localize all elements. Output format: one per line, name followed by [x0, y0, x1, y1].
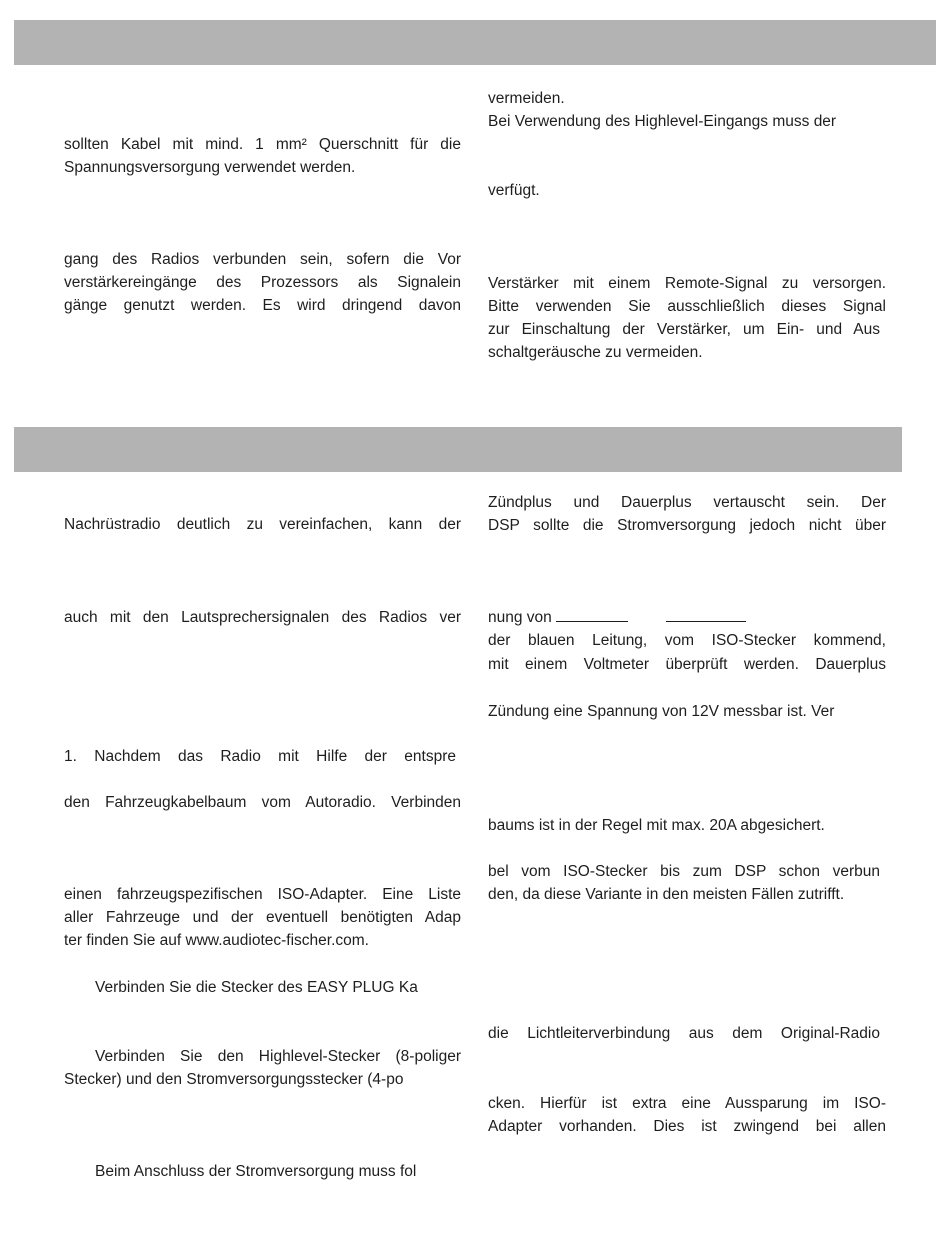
body-text-line: mit einem Voltmeter überprüft werden. Dauerplus [488, 656, 886, 673]
list-item-text: Verbinden Sie den Highlevel-Stecker (8-poliger [95, 1048, 461, 1065]
body-text-line: baums ist in der Regel mit max. 20A abgesichert. [488, 817, 825, 834]
body-text-line [488, 609, 886, 627]
body-text-line: Zündplus und Dauerplus vertauscht sein. Der [488, 494, 886, 511]
body-text-fragment: nung von [488, 609, 552, 626]
body-text-line: Nachrüstradio deutlich zu vereinfachen, kann der [64, 516, 461, 533]
body-text-line: gänge genutzt werden. Es wird dringend davon [64, 297, 461, 314]
body-text-line: sollten Kabel mit mind. 1 mm² Querschnitt für die [64, 136, 461, 153]
body-text-line: Bei Verwendung des Highlevel-Eingangs muss der [488, 113, 837, 130]
body-text-line: den, da diese Variante in den meisten Fällen zutrifft. [488, 886, 845, 903]
body-text-line: den Fahrzeugkabelbaum vom Autoradio. Verbinden [64, 794, 461, 811]
section-header-bar [14, 427, 902, 472]
body-text-line: verfügt. [488, 182, 540, 199]
body-text-line: ter finden Sie auf www.audiotec-fischer.com. [64, 932, 369, 949]
fill-in-blank [666, 621, 746, 622]
body-text-line: der blauen Leitung, vom ISO-Stecker kommend, [488, 632, 886, 649]
body-text-line: verstärkereingänge des Prozessors als Signalein [64, 274, 461, 291]
body-text-line: Zündung eine Spannung von 12V messbar ist. Ver [488, 703, 835, 720]
list-item-text: Verbinden Sie die Stecker des EASY PLUG Ka [95, 979, 418, 996]
fill-in-blank [556, 621, 628, 622]
body-text-line: die Lichtleiterverbindung aus dem Original-Radio [488, 1025, 880, 1042]
body-text-line: Adapter vorhanden. Dies ist zwingend bei allen [488, 1118, 886, 1135]
section-header-bar [14, 20, 936, 65]
body-text-line: DSP sollte die Stromversorgung jedoch nicht über [488, 517, 886, 534]
body-text-line: zur Einschaltung der Verstärker, um Ein- und Aus [488, 321, 880, 338]
body-text-line: Stecker) und den Stromversorgungsstecker (4-po [64, 1071, 404, 1088]
body-text-line: aller Fahrzeuge und der eventuell benötigten Adap [64, 909, 461, 926]
body-text-line: einen fahrzeugspezifischen ISO-Adapter. Eine Liste [64, 886, 461, 903]
body-text-line: bel vom ISO-Stecker bis zum DSP schon verbun [488, 863, 880, 880]
body-text-line: Bitte verwenden Sie ausschließlich dieses Signal [488, 298, 886, 315]
body-text-line: Spannungsversorgung verwendet werden. [64, 159, 356, 176]
body-text-line: gang des Radios verbunden sein, sofern die Vor [64, 251, 461, 268]
list-item-text: 1. Nachdem das Radio mit Hilfe der entspre [64, 748, 456, 765]
list-item-text: Beim Anschluss der Stromversorgung muss fol [95, 1163, 417, 1180]
body-text-line: schaltgeräusche zu vermeiden. [488, 344, 703, 361]
body-text-line: cken. Hierfür ist extra eine Aussparung im ISO- [488, 1095, 886, 1112]
body-text-line: vermeiden. [488, 90, 565, 107]
body-text-line: auch mit den Lautsprechersignalen des Radios ver [64, 609, 461, 626]
body-text-line: Verstärker mit einem Remote-Signal zu versorgen. [488, 275, 886, 292]
